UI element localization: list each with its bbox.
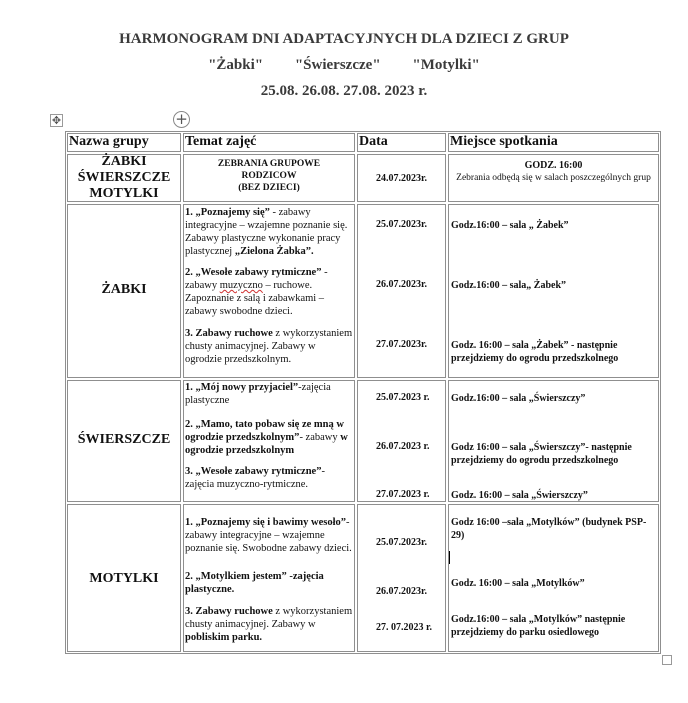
header-date: Data (359, 134, 388, 149)
motylki-date-1: 25.07.2023r. (376, 537, 428, 548)
item-title: „Mamo, tato pobaw się ze mną w ogrodzie przedszkolnym” (185, 419, 344, 443)
item-title: „Mój nowy przyjaciel” (195, 382, 299, 393)
swierszcze-place-1: Godz.16:00 – sala „Świerszczy” (451, 393, 586, 404)
place-text: Zebrania odbędą się w salach poszczególnych grup (456, 173, 651, 183)
zabki-topic-2 (185, 266, 354, 318)
motylki-topic-1 (185, 516, 354, 555)
zabki-date-1: 25.07.2023r. (376, 219, 428, 230)
header-topic: Temat zajęć (185, 134, 257, 149)
table-resize-handle[interactable] (662, 655, 672, 665)
item-text: - zabawy integracyjne – wzajemne poznanie się. Swobodne zabawy dzieci. (185, 517, 352, 554)
item-text: z wykorzystaniem chusty animacyjnej. Zabawy w (185, 606, 353, 630)
zabki-date-3: 27.07.2023r. (376, 339, 428, 350)
zabki-place-3: Godz. 16:00 – sala „Żabek” - następnie przejdziemy do ogrodu przedszkolnego (451, 340, 619, 364)
text-cursor (449, 551, 450, 564)
zabki-place-2: Godz.16:00 – sala„ Żabek” (451, 280, 567, 291)
item-title: Zabawy ruchowe (195, 328, 273, 339)
dates-line: 25.08. 26.08. 27.08. 2023 r. (260, 83, 428, 99)
swierszcze-topic-3 (185, 465, 354, 491)
item-text: - zabawy (299, 432, 341, 443)
swierszcze-place-2: Godz 16:00 – sala „Świerszczy”- następnie przejdziemy do ogrodu przedszkolnego (451, 442, 632, 466)
motylki-place-3: Godz.16:00 – sala „Motylków” następnie przejdziemy do parku osiedlowego (451, 614, 626, 638)
item-text: -zajęcia plastyczne. (185, 571, 324, 595)
topic-line: (BEZ DZIECI) (238, 183, 300, 193)
title-group-swierszcze: "Świerszcze" (294, 57, 381, 73)
plus-circle-icon[interactable]: + (173, 111, 190, 128)
item-title: „Poznajemy się” (195, 207, 270, 218)
item-num: 1. (185, 207, 196, 218)
topic-line: RODZICOW (241, 171, 297, 181)
item-num: 2. (185, 419, 196, 430)
meeting-topic (183, 158, 355, 194)
motylki-date-2: 26.07.2023r. (376, 586, 428, 597)
item-text: - zabawy (185, 267, 328, 291)
item-tail: pobliskim parku. (185, 632, 263, 643)
item-text: - zajęcia muzyczno-rytmiczne. (185, 466, 325, 490)
meeting-place (450, 159, 657, 184)
group-label: ŻABKI (101, 154, 147, 169)
item-title: „Motylkiem jestem” (195, 571, 287, 582)
item-text: z wykorzystaniem chusty animacyjnej. Zabawy w ogrodzie przedszkolnym. (185, 328, 353, 365)
topic-line: ZEBRANIA GRUPOWE (217, 159, 321, 169)
spelling-error-word[interactable]: muzyczno (219, 280, 263, 291)
motylki-topic-3 (185, 605, 354, 644)
group-swierszcze: ŚWIERSZCZE (77, 432, 171, 447)
title-group-motylki: "Motylki" (412, 57, 480, 73)
item-text: - zabawy integracyjne – wzajemne poznanie się. Zabawy plastyczne wykonanie pracy plastycznej (185, 207, 348, 257)
item-text: – ruchowe. Zapoznanie z salą i zabawkami – zabawy swobodne dzieci. (185, 280, 325, 317)
item-tail: w ogrodzie przedszkolnym (185, 432, 348, 456)
title-group-zabki: "Żabki" (208, 57, 264, 73)
motylki-place-1: Godz 16:00 –sala „Motylków” (budynek PSP-29) (451, 517, 647, 541)
item-num: 2. (185, 571, 196, 582)
item-num: 1. (185, 382, 196, 393)
motylki-topic-2 (185, 570, 354, 596)
swierszcze-topic-2 (185, 418, 354, 457)
move-handle-icon[interactable]: ✥ (51, 115, 62, 127)
item-tail: „Zielona Żabka”. (234, 246, 314, 257)
group-label: MOTYLKI (89, 186, 159, 201)
header-place: Miejsce spotkania (450, 134, 558, 149)
item-text: -zajęcia plastyczne (185, 382, 331, 406)
meeting-date: 24.07.2023r. (376, 173, 428, 184)
header-group-name: Nazwa grupy (69, 134, 149, 149)
group-names-line (0, 57, 688, 74)
item-num: 3. (185, 466, 196, 477)
document-title: HARMONOGRAM DNI ADAPTACYJNYCH DLA DZIECI Z GRUP (119, 31, 569, 47)
table-cell (357, 204, 446, 378)
zabki-topic-3 (185, 327, 354, 366)
meeting-groups (67, 154, 181, 202)
item-num: 3. (185, 606, 196, 617)
swierszcze-place-3: Godz. 16:00 – sala „Świerszczy” (451, 490, 588, 501)
group-label: ŚWIERSZCZE (77, 170, 171, 185)
item-num: 2. (185, 267, 196, 278)
swierszcze-date-2: 26.07.2023 r. (376, 441, 430, 452)
zabki-topic-1 (185, 206, 354, 258)
zabki-date-2: 26.07.2023r. (376, 279, 428, 290)
motylki-date-3: 27. 07.2023 r. (376, 622, 433, 633)
swierszcze-date-3: 27.07.2023 r. (376, 489, 430, 500)
motylki-place-2: Godz. 16:00 – sala „Motylków” (451, 578, 585, 589)
swierszcze-date-1: 25.07.2023 r. (376, 392, 430, 403)
item-num: 1. (185, 517, 196, 528)
group-zabki: ŻABKI (101, 282, 147, 297)
swierszcze-topic-1 (185, 381, 354, 407)
item-title: „Wesołe zabawy rytmiczne” (195, 466, 322, 477)
group-motylki: MOTYLKI (89, 571, 159, 586)
place-title: GODZ. 16:00 (524, 160, 583, 171)
item-title: „Wesołe zabawy rytmiczne” (195, 267, 322, 278)
zabki-place-1: Godz.16:00 – sala „ Żabek” (451, 220, 569, 231)
item-num: 3. (185, 328, 196, 339)
item-title: „Poznajemy się i bawimy wesoło” (195, 517, 346, 528)
item-title: Zabawy ruchowe (195, 606, 273, 617)
